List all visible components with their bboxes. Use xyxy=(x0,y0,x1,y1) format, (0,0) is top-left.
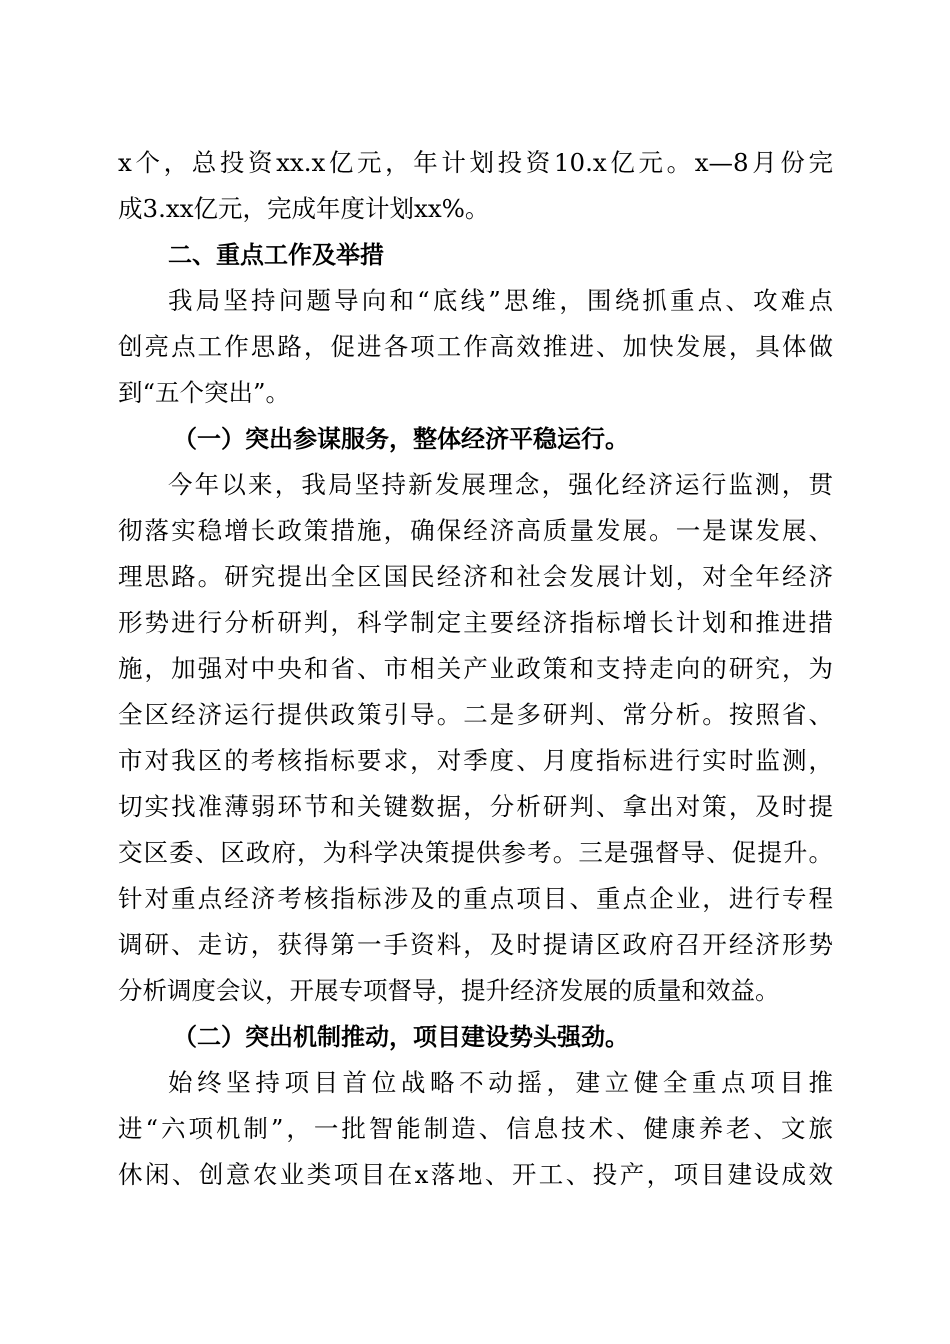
paragraph-line: x个，总投资xx.x亿元，年计划投资10.x亿元。x—8月份完 xyxy=(118,148,833,177)
document-body xyxy=(118,140,833,1198)
paragraph-line: 施，加强对中央和省、市相关产业政策和支持走向的研究，为 xyxy=(118,654,833,683)
paragraph-line: 调研、走访，获得第一手资料，及时提请区政府召开经济形势 xyxy=(118,930,833,959)
paragraph-line: 彻落实稳增长政策措施，确保经济高质量发展。一是谋发展、 xyxy=(118,516,833,545)
paragraph-line: 全区经济运行提供政策引导。二是多研判、常分析。按照省、 xyxy=(118,700,833,729)
paragraph-line: 切实找准薄弱环节和关键数据，分析研判、拿出对策，及时提 xyxy=(118,792,833,821)
paragraph-line: 始终坚持项目首位战略不动摇，建立健全重点项目推 xyxy=(168,1068,833,1097)
paragraph-line: 进“六项机制”，一批智能制造、信息技术、健康养老、文旅 xyxy=(118,1114,833,1143)
paragraph-line: 创亮点工作思路，促进各项工作高效推进、加快发展，具体做 xyxy=(118,332,833,361)
paragraph-line: 到“五个突出”。 xyxy=(118,378,291,407)
paragraph-line: 我局坚持问题导向和“底线”思维，围绕抓重点、攻难点 xyxy=(168,286,833,315)
paragraph-line: 交区委、区政府，为科学决策提供参考。三是强督导、促提升。 xyxy=(118,838,833,867)
paragraph-line: 今年以来，我局坚持新发展理念，强化经济运行监测，贯 xyxy=(168,470,833,499)
paragraph-line: 分析调度会议，开展专项督导，提升经济发展的质量和效益。 xyxy=(118,976,780,1005)
paragraph-line: 成3.xx亿元，完成年度计划xx%。 xyxy=(118,194,490,223)
paragraph-line: 休闲、创意农业类项目在x落地、开工、投产，项目建设成效 xyxy=(118,1160,833,1189)
subsection-heading: （二）突出机制推动，项目建设势头强劲。 xyxy=(173,1022,629,1051)
paragraph-line: 理思路。研究提出全区国民经济和社会发展计划，对全年经济 xyxy=(118,562,833,591)
subsection-heading: （一）突出参谋服务，整体经济平稳运行。 xyxy=(173,424,629,453)
paragraph-line: 市对我区的考核指标要求，对季度、月度指标进行实时监测， xyxy=(118,746,833,775)
paragraph-line: 形势进行分析研判，科学制定主要经济指标增长计划和推进措 xyxy=(118,608,833,637)
section-heading: 二、重点工作及举措 xyxy=(168,241,384,269)
paragraph-line: 针对重点经济考核指标涉及的重点项目、重点企业，进行专程 xyxy=(118,884,833,913)
